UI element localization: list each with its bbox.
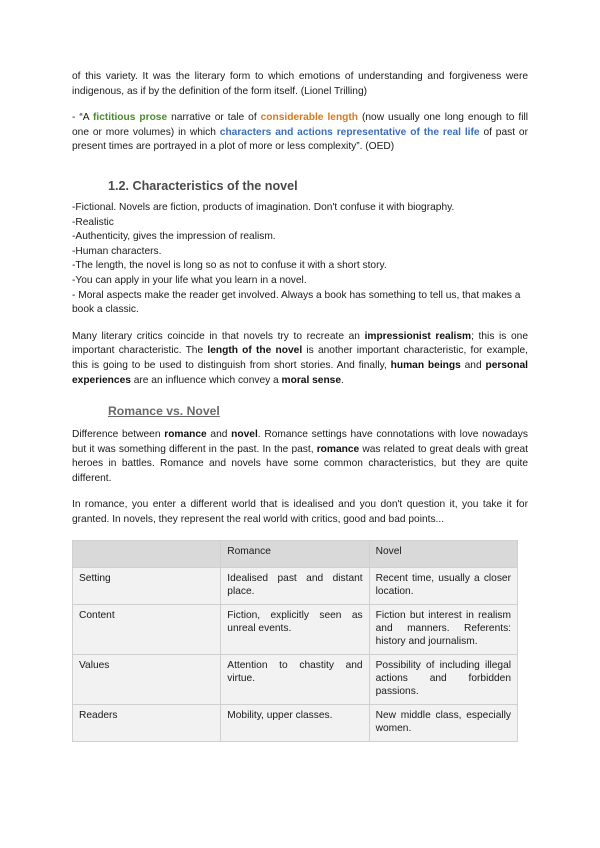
romance-bold: novel [231,429,258,441]
oed-text-a: - “A [72,112,93,124]
oed-text-c: (now usually one long enough to fill one or more volumes) in which [72,112,528,138]
critics-text: . [341,374,344,386]
table-cell: Setting [73,567,221,604]
comparison-table [72,540,518,742]
characteristics-list [72,201,528,318]
romance-paragraph-1 [72,428,528,486]
table-cell: Content [73,604,221,654]
table-cell: New middle class, especially women. [369,704,517,741]
critics-text: Many literary critics coincide in that novels try to recreate an [72,330,365,342]
table-cell: Idealised past and distant place. [221,567,369,604]
trilling-quote: of this variety. It was the literary form to which emotions of understanding and forgiveness were indigenous, as if by the definition of the form itself. (Lionel Trilling) [72,71,528,97]
critics-text: is another important characteristic, for example, this is going to be used to distinguish from short stories. And finally, [72,345,528,371]
table-header-cell: Novel [369,540,517,567]
list-item: -Authenticity, gives the impression of realism. [72,231,276,243]
table-cell: Possibility of including illegal actions and forbidden passions. [369,654,517,704]
list-item: -You can apply in your life what you learn in a novel. [72,274,307,286]
table-row [73,567,518,604]
table-cell: Mobility, upper classes. [221,704,369,741]
critics-text: and [460,359,486,371]
table-cell: Recent time, usually a closer location. [369,567,517,604]
critics-text: are an influence which convey a [130,374,282,386]
oed-characters-actions: characters and actions representative of the real life [219,126,480,138]
oed-text-d: of past or present times are portrayed in a plot of more or less complexity”. (OED) [72,126,528,153]
romance-text: and [206,429,232,441]
romance-paragraph-2: In romance, you enter a different world that is idealised and you don't question it, you take it for granted. In novels, they represent the real world with critics, good and bad points... [72,499,528,526]
table-header-cell [73,540,221,567]
list-item: -The length, the novel is long so as not to confuse it with a short story. [72,260,387,272]
table-header-cell: Romance [221,540,369,567]
table-row [73,604,518,654]
romance-text: . Romance settings have connotations with love nowadays but it was something different in the past. In the past, [72,429,528,455]
oed-considerable-length: considerable length [260,112,359,124]
oed-fictitious-prose: fictitious prose [92,112,168,124]
critics-bold: impressionist realism [364,330,472,342]
section-heading-romance: Romance vs. Novel [108,404,220,419]
critics-bold: human beings [390,359,461,371]
oed-text-b: narrative or tale of [167,112,261,124]
critics-paragraph [72,330,528,388]
table-row [73,704,518,741]
table-cell: Fiction but interest in realism and manners. Referents: history and journalism. [369,604,517,654]
list-item: -Fictional. Novels are fiction, products of imagination. Don't confuse it with biography. [72,201,455,213]
critics-bold: personal experiences [72,359,528,386]
list-item: -Human characters. [72,245,162,257]
section-heading-characteristics: 1.2. Characteristics of the novel [108,178,298,193]
list-item: -Realistic [72,216,114,228]
table-cell: Values [73,654,221,704]
romance-bold: romance [164,429,207,441]
table-cell: Readers [73,704,221,741]
critics-text: ; this is one important characteristic. The [72,330,528,357]
oed-definition [72,111,528,155]
table-cell: Fiction, explicitly seen as unreal events. [221,604,369,654]
romance-text: Difference between [72,429,165,441]
table-header-row [73,540,518,567]
romance-text: was related to great deals with great heroes in battles. Romance and novels have some common characteristics, but they are quite different. [72,443,528,484]
romance-bold: romance [316,443,360,455]
document-page [72,70,528,742]
list-item: - Moral aspects make the reader get involved. Always a book has something to tell us, that makes a book a classic. [72,289,521,316]
critics-bold: length of the novel [207,345,303,357]
table-cell: Attention to chastity and virtue. [221,654,369,704]
table-row [73,654,518,704]
critics-bold: moral sense [281,374,342,386]
